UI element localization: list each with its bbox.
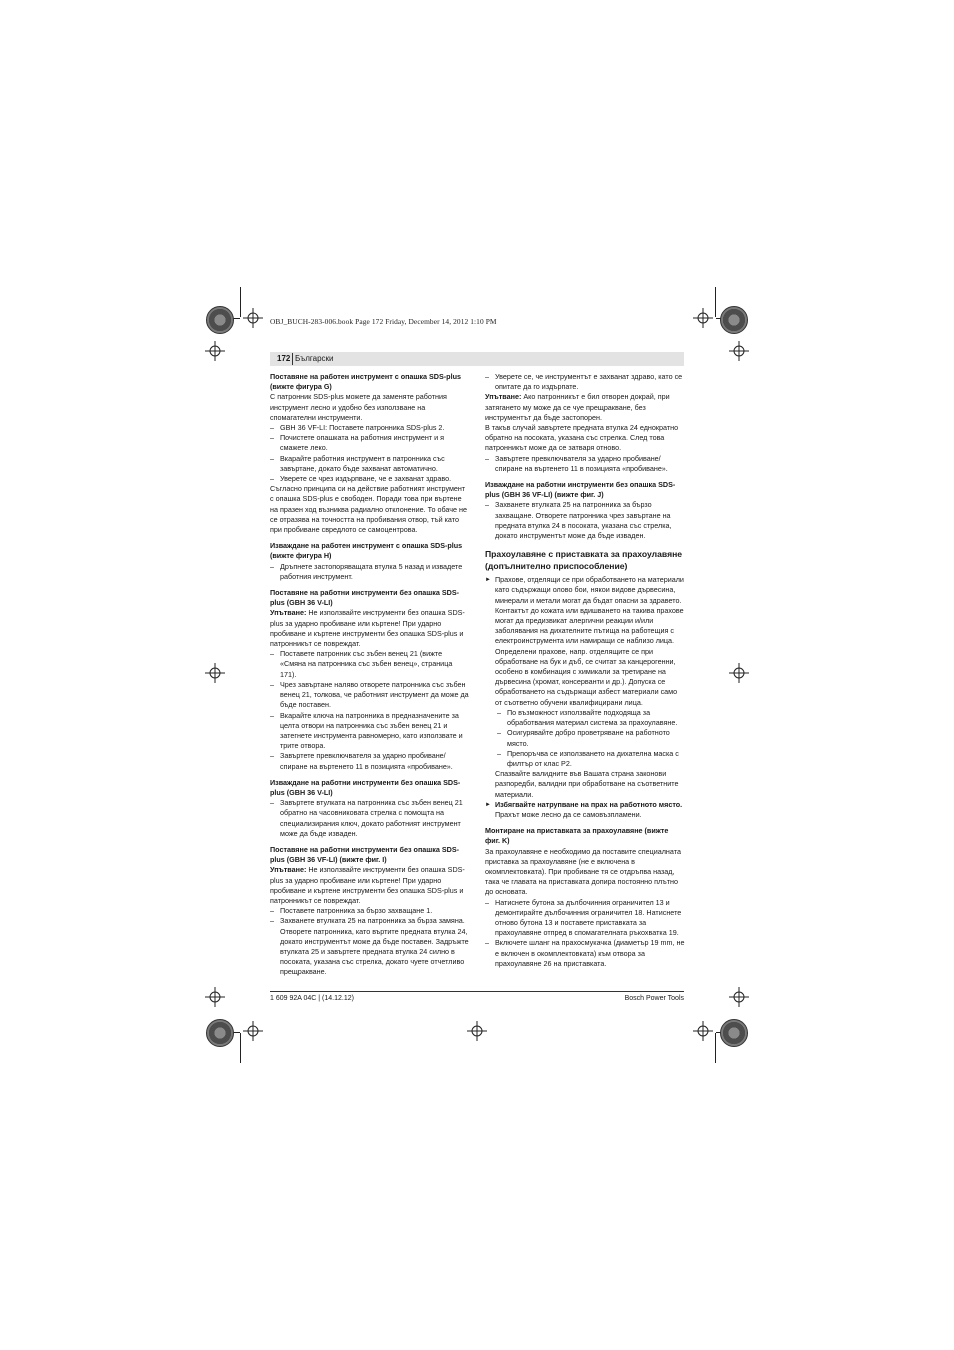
section-heading: Монтиране на приставката за прахоулавяне (вижте фиг. K) [485,826,669,846]
registration-disc [206,1019,234,1047]
section-heading: Поставяне на работен инструмент с опашка SDS-plus (вижте фигура G) [270,372,461,392]
registration-disc [720,306,748,334]
page-language: Български [295,354,334,363]
list-item: – Дръпнете застопоряващата втулка 5 назад и извадете работния инструмент. [270,562,470,582]
list-item: – Захванете втулката 25 на патронника за бърза замяна. Отворете патронника, като въртите предната втулка 24, докато инструментът може да бъде поставен. Задръжте втулката 25 и завъртете предната втулка 24 силно в посоката, указана със стрелка, докато чуете отчетливо прещракване. [270,916,470,977]
list-item: – GBH 36 VF-LI: Поставете патронника SDS-plus 2. [270,423,470,433]
sub-list-item: – По възможност използвайте подходяща за обработвания материал система за прахоулавяне. [485,708,685,728]
page-number: 172 [277,354,291,363]
registration-disc [206,306,234,334]
list-item: – Вкарайте работния инструмент в патронника със завъртане, докато бъде захванат автоматично. [270,454,470,474]
right-column [485,372,685,969]
list-item: – Натиснете бутона за дълбочинния ограничител 13 и демонтирайте дълбочинния ограничител 18. Натиснете отново бутона 13 и поставете приставката за прахоулавяне отпред в спомагателната ръкохватка 19. [485,898,685,939]
section-heading: Изваждане на работни инструменти без опашка SDS-plus (GBH 36 VF-LI) (вижте фиг. J) [485,480,676,500]
note-label: Упътване: [270,865,307,875]
note-text: Не използвайте инструменти без опашка SDS-plus за ударно пробиване или къртене! При ударно пробиване и къртене инструменти без опашка SDS-plus и патронникът се повреждат. [270,608,465,649]
warning-continuation: Спазвайте валидните във Вашата страна законови разпоредби, валидни при обработване на съответните материали. [495,769,679,799]
registration-disc [720,1019,748,1047]
section-heading: Изваждане на работни инструменти без опашка SDS-plus (GBH 36 V-LI) [270,777,461,797]
list-item: – Захванете втулката 25 на патронника за бързо захващане. Отворете патронника чрез завъртане на предната втулка 24 в посоката, указана със стрелка, докато инструментът може да бъде изваден. [485,500,685,541]
list-item: – Вкарайте ключа на патронника в предназначените за целта отвори на патронника със зъбен венец 21 и затегнете инструмента равномерно, като използвате и трите отвора. [270,711,470,752]
paragraph: За прахоулавяне е необходимо да поставите специалната приставка за прахоулавяне (не е включена в окомплектовката). При пробиване тя се отдръпва назад, така че главата на приставката допира постоянно плътно до основата. [485,846,681,897]
header-divider [292,353,293,365]
list-item: – Поставете патронника за бързо захващане 1. [270,906,470,916]
footer-rule [270,991,684,992]
registration-target-icon [243,308,263,328]
paragraph: В такъв случай завъртете предната втулка 24 еднократно обратно на посоката, указана със стрелка. След това патронникът може да се затваря отново. [485,423,679,453]
registration-target-icon [243,1021,263,1041]
list-item: – Завъртете превключвателя за ударно пробиване/спиране на въртенето 11 в позицията «пробиване». [270,751,470,771]
paragraph: С патронник SDS-plus можете да заменяте работния инструмент лесно и удобно без използване на спомагателни инструменти. [270,392,447,422]
list-item: – Завъртете превключвателя за ударно пробиване/спиране на въртенето 11 в позицията «пробиване». [485,454,685,474]
registration-target-icon [729,341,749,361]
registration-target-icon [205,341,225,361]
footer-brand: Bosch Power Tools [624,995,684,1002]
list-item: – Завъртете втулката на патронника със зъбен венец 21 обратно на часовниковата стрелка с помощта на специализирания ключ, докато работният инструмент може да бъде изваден. [270,798,470,839]
footer-doc-number: 1 609 92A 04C | (14.12.12) [270,995,354,1002]
note-text: Ако патронникът е бил отворен докрай, при затягането му може да се чуе прещракване, без инструментът да бъде застопорен. [485,392,670,422]
note-paragraph [270,865,470,906]
registration-target-icon [205,663,225,683]
section-heading: Поставяне на работни инструменти без опашка SDS-plus (GBH 36 VF-LI) (вижте фиг. I) [270,844,460,865]
sub-list-item: – Препоръчва се използването на дихателна маска с филтър от клас P2. [485,749,685,769]
list-item: – Включете шланг на прахосмукачка (диаметър 19 mm, не е включен в окомплектовката) към отвора за прахоулавяне 26 на приставката. [485,938,685,969]
list-item: – Уверете се, че инструментът е захванат здраво, като се опитате да го издърпате. [485,372,685,392]
list-item: – Чрез завъртане наляво отворете патронника със зъбен венец 21, толкова, че работният инструмент да може да бъде поставен. [270,680,470,711]
registration-target-icon [467,1021,487,1041]
warning-item: ► Прахове, отделящи се при обработването на материали като съдържащи олово бои, някои видове дървесина, минерали и метали могат да бъдат опасни за здравето. Контактът до кожата или вдишването на такива прахове могат да предизвикат алергични реакции и/или заболявания на дихателните пътища на работещия с електроинструмента или намиращи се наблизо лица. [485,575,685,646]
chapter-heading: Прахоулавяне с приставката за прахоулавяне (допълнително приспособление) [485,549,683,571]
print-slug: OBJ_BUCH-283-006.book Page 172 Friday, December 14, 2012 1:10 PM [270,317,497,326]
warning-text: Прахът може лесно да се самовъзпламени. [495,809,642,819]
note-label: Упътване: [270,608,307,618]
section-heading: Изваждане на работен инструмент с опашка SDS-plus (вижте фигура H) [270,541,463,561]
list-item: – Поставете патронник със зъбен венец 21 (вижте «Смяна на патронника със зъбен венец», страница 171). [270,649,470,680]
registration-target-icon [693,1021,713,1041]
paragraph: Съгласно принципа си на действие работният инструмент с опашка SDS-plus е свободен. Поради това при въртене на празен ход възниква радиално отклонение. То обаче не се отразява на точността на пробивания отвор, тъй като при пробиване свредлото се самоцентрова. [270,484,467,535]
section-heading: Поставяне на работни инструменти без опашка SDS-plus (GBH 36 V-LI) [270,588,460,608]
warning-bold: Избягвайте натрупване на прах на работното място. [495,799,683,809]
warning-item [485,800,685,820]
warning-continuation: Определени прахове, напр. отделящите се при обработване на бук и дъб, се считат за канцерогенни, особено в комбинация с химикали за третиране на дървесина (хромат, консерванти и др.). Допуска се обработването на съдържащи азбест материали само от съответно обучени квалифицирани лица. [495,646,678,707]
note-label: Упътване: [485,392,522,402]
list-item: – Почистете опашката на работния инструмент и я смажете леко. [270,433,470,453]
registration-target-icon [729,987,749,1007]
registration-target-icon [205,987,225,1007]
registration-target-icon [693,308,713,328]
note-paragraph [270,608,470,649]
note-text: Не използвайте инструменти без опашка SDS-plus за ударно пробиване или къртене! При ударно пробиване и къртене инструменти без опашка SDS-plus и патронникът се повреждат. [270,865,465,905]
registration-target-icon [729,663,749,683]
left-column [270,372,470,978]
list-item: – Уверете се чрез издърпване, че е захванат здраво. [270,474,470,484]
sub-list-item: – Осигурявайте добро проветряване на работното място. [485,728,685,748]
note-paragraph [485,392,685,423]
